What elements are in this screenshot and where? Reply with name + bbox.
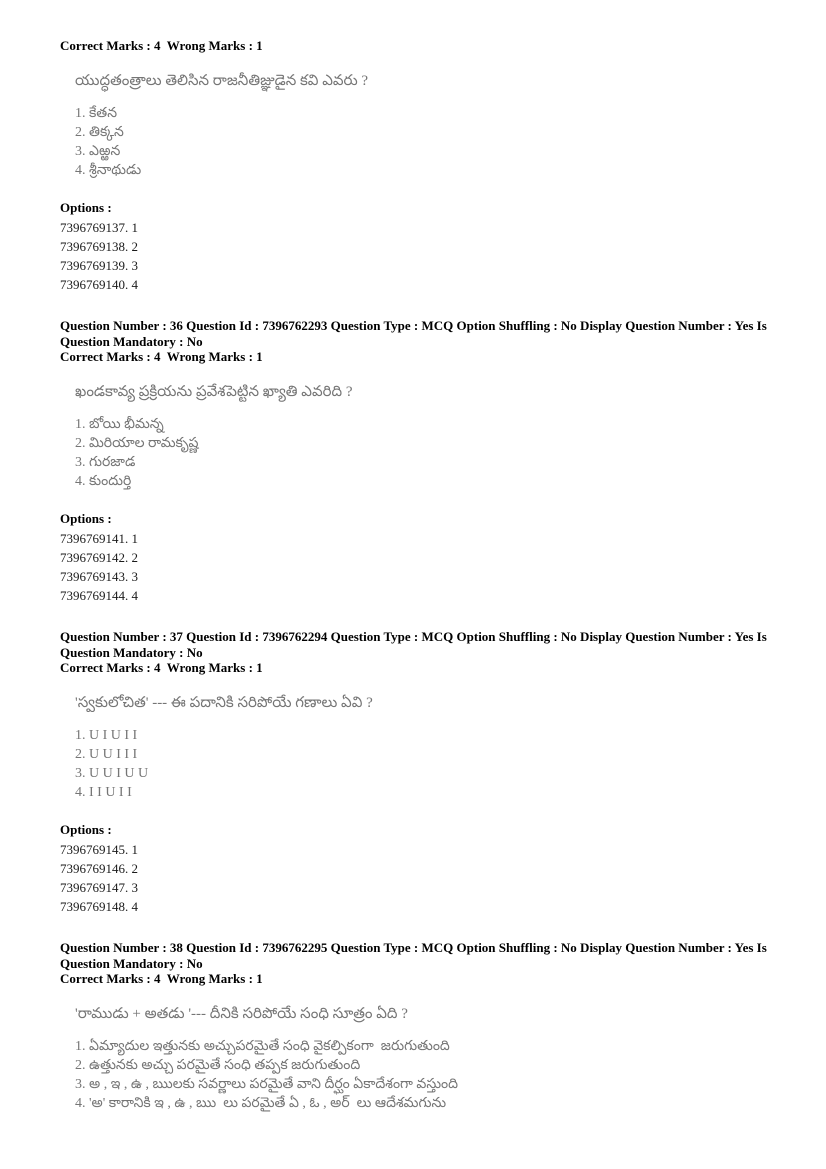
option-id-line: 7396769139. 3 — [60, 258, 138, 273]
option-id-line: 7396769146. 2 — [60, 861, 138, 876]
option-id-line: 7396769145. 1 — [60, 842, 138, 857]
options-label: Options : — [60, 822, 112, 837]
option-id-line: 7396769142. 2 — [60, 550, 138, 565]
option-id-line: 7396769147. 3 — [60, 880, 138, 895]
choice-item: 4. శ్రీనాథుడు — [75, 163, 142, 178]
choice-item: 4. 'అ' కారానికి ఇ , ఉ , ఋ లు పరమైతే ఏ , ఓ , అర్ లు ఆదేశమగును — [75, 1096, 447, 1111]
choice-list — [75, 104, 768, 180]
question-meta-line: Question Number : 37 Question Id : 7396762294 Question Type : MCQ Option Shuffling : No Display Question Number : Yes Is — [60, 629, 767, 644]
option-id-list — [60, 529, 768, 605]
option-id-line: 7396769141. 1 — [60, 531, 138, 546]
marks-line: Correct Marks : 4 Wrong Marks : 1 — [60, 38, 263, 53]
option-id-line: 7396769148. 4 — [60, 899, 138, 914]
question-text: 'స్వకులోచిత' --- ఈ పదానికి సరిపోయే గణాలు ఏవి ? — [75, 695, 373, 711]
question-meta-line: Question Mandatory : No — [60, 955, 203, 971]
question-meta-line: Question Number : 36 Question Id : 7396762293 Question Type : MCQ Option Shuffling : No Display Question Number : Yes Is — [60, 318, 767, 333]
choice-item: 4. కుందుర్తి — [75, 474, 132, 489]
option-id-list — [60, 840, 768, 916]
question-text: యుద్ధతంత్రాలు తెలిసిన రాజనీతిజ్ఞుడైన కవి ఎవరు ? — [75, 73, 369, 89]
option-id-line: 7396769138. 2 — [60, 239, 138, 254]
marks-line: Correct Marks : 4 Wrong Marks : 1 — [60, 349, 263, 364]
choice-item: 4. I I U I I — [75, 785, 132, 800]
choice-item: 3. U U I U U — [75, 766, 149, 781]
question-meta-line: Question Mandatory : No — [60, 333, 203, 349]
option-id-line: 7396769137. 1 — [60, 220, 138, 235]
question-block — [60, 940, 768, 1113]
choice-item: 3. అ , ఇ , ఉ , ఋలకు సవర్ణాలు పరమైతే వాని దీర్ఘం ఏకాదేశంగా వస్తుంది — [75, 1077, 459, 1092]
marks-line: Correct Marks : 4 Wrong Marks : 1 — [60, 971, 263, 986]
question-block — [60, 629, 768, 916]
choice-item: 2. U U I I I — [75, 747, 138, 762]
choice-item: 1. బోయి భీమన్న — [75, 417, 164, 432]
choice-item: 2. తిక్కన — [75, 125, 124, 140]
question-meta-line: Question Number : 38 Question Id : 7396762295 Question Type : MCQ Option Shuffling : No Display Question Number : Yes Is — [60, 940, 767, 955]
question-text: 'రాముడు + అతడు '--- దీనికి సరిపోయే సంధి సూత్రం ఏది ? — [75, 1006, 408, 1022]
question-block — [60, 38, 768, 294]
choice-list — [75, 1037, 768, 1113]
option-id-list — [60, 218, 768, 294]
choice-item: 2. మిరియాల రామకృష్ణ — [75, 436, 199, 451]
choice-list — [75, 726, 768, 802]
option-id-line: 7396769140. 4 — [60, 277, 138, 292]
question-block — [60, 318, 768, 605]
choice-item: 1. ఏమ్యాదుల ఇత్తునకు అచ్చుపరమైతే సంధి వైకల్పికంగా జరుగుతుంది — [75, 1039, 450, 1054]
option-id-line: 7396769144. 4 — [60, 588, 138, 603]
question-meta-line: Question Mandatory : No — [60, 644, 203, 660]
options-label: Options : — [60, 511, 112, 526]
choice-list — [75, 415, 768, 491]
choice-item: 1. U I U I I — [75, 728, 138, 743]
options-label: Options : — [60, 200, 112, 215]
option-id-line: 7396769143. 3 — [60, 569, 138, 584]
marks-line: Correct Marks : 4 Wrong Marks : 1 — [60, 660, 263, 675]
choice-item: 3. గురజాడ — [75, 455, 136, 470]
choice-item: 1. కేతన — [75, 106, 118, 121]
question-text: ఖండకావ్య ప్రక్రియను ప్రవేశపెట్టిన ఖ్యాతి ఎవరిది ? — [75, 384, 353, 400]
choice-item: 2. ఉత్తునకు అచ్చు పరమైతే సంధి తప్పక జరుగుతుంది — [75, 1058, 361, 1073]
choice-item: 3. ఎఱ్ఱన — [75, 144, 121, 159]
